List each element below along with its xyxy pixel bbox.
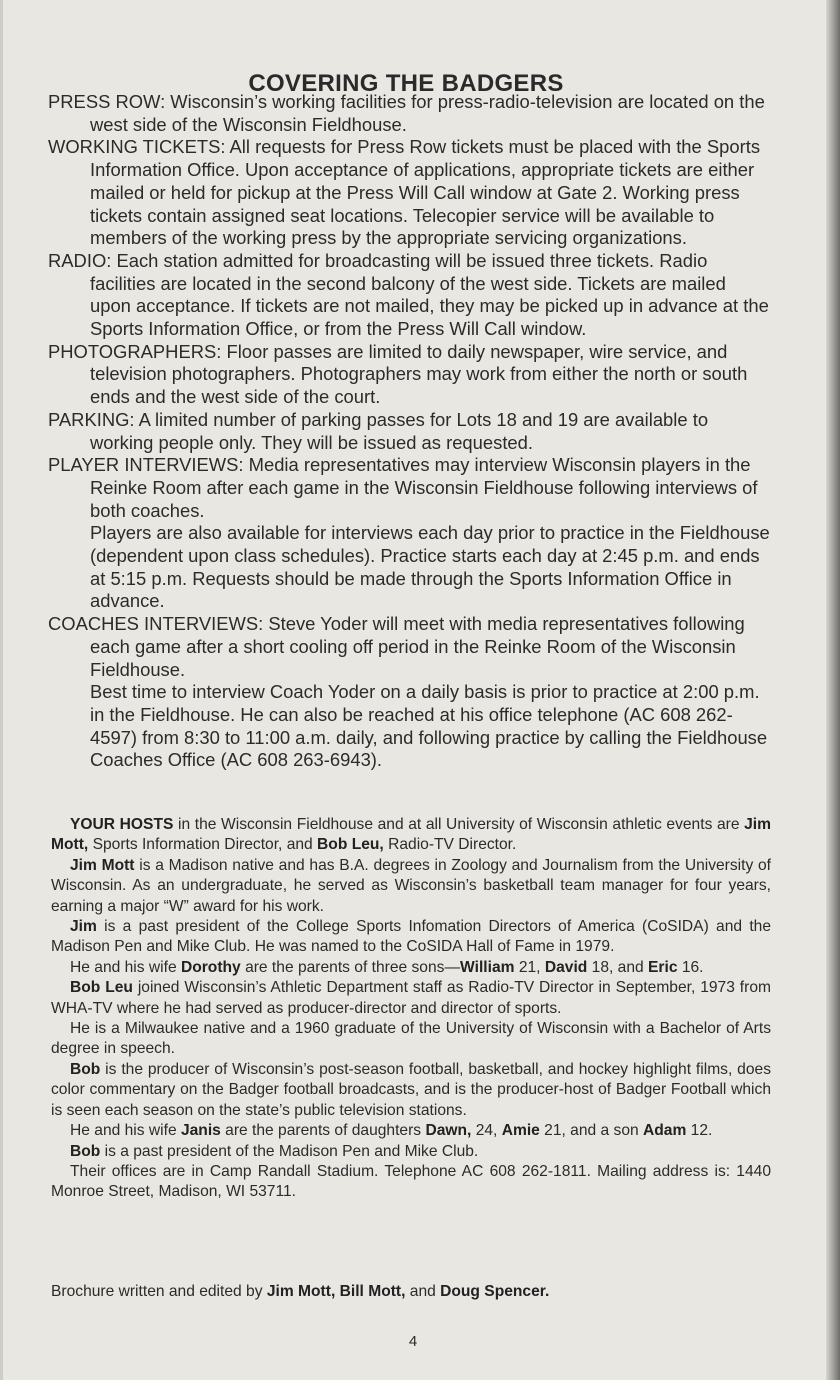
credits-and: and [405,1283,441,1300]
jim-mott-name: Jim Mott [70,856,135,874]
bob-name-2: Bob [70,1142,101,1160]
bob-leu-bio-text: joined Wisconsin’s Athletic Department staff as Radio-TV Director in September, 1973 from WHA-TV where he had served as producer-director and director of sports. [51,979,771,1017]
jim-family-text-2: are the parents of three sons— [240,958,461,976]
coaches-interviews-entry: COACHES INTERVIEWS: Steve Yoder will meet with media representatives following each game after a short cooling off period in the Reinke Room of the Wisconsin Fieldhouse. [48,613,745,680]
jim-cosida-paragraph [51,917,771,958]
bob-name: Bob [70,1060,101,1078]
jim-mott-bio-paragraph [51,856,771,917]
bob-family-text-2: are the parents of daughters [220,1122,426,1140]
bob-family-text-4: 21, and a son [539,1122,644,1140]
jim-mott-bio-text: is a Madison native and has B.A. degrees in Zoology and Journalism from the University of Wisconsin. As an undergraduate, he served as Wisconsin’s basketball team manager for four years, earning a major “W” award for his work. [51,856,771,915]
credits-names-2: Doug Spencer. [440,1283,550,1300]
host-name-jim-mott: Jim Mott, [51,816,771,854]
jim-family-text-3: 21, [514,958,545,976]
son-adam: Adam [643,1122,687,1140]
page-title: COVERING THE BADGERS [248,70,564,98]
credits-names-1: Jim Mott, Bill Mott, [266,1283,406,1300]
jim-family-paragraph [51,958,771,978]
player-interviews-entry: PLAYER INTERVIEWS: Media representatives may interview Wisconsin players in the Reinke Room after each game in the Wisconsin Fieldhouse following interviews of both coaches. [48,454,758,521]
jim-family-text-4: 18, and [587,958,649,976]
jim-family-text: He and his wife [70,958,181,976]
bob-producer-paragraph [51,1060,771,1121]
bob-education-paragraph: He is a Milwaukee native and a 1960 graduate of the University of Wisconsin with a Bachelor of Arts degree in speech. [51,1020,771,1058]
daughter-amie: Amie [501,1122,540,1140]
press-info-section [48,91,770,772]
bob-pen-mike-text: is a past president of the Madison Pen and Mike Club. [100,1142,479,1160]
photographers-entry: PHOTOGRAPHERS: Floor passes are limited to daily newspaper, wire service, and television photographers. Photographers may work from either the north or south ends and the west side of the court. [48,340,748,408]
hosts-heading: YOUR HOSTS [70,816,174,833]
son-eric: Eric [648,958,678,976]
host-name-bob-leu: Bob Leu, [317,836,384,854]
offices-contact-paragraph: Their offices are in Camp Randall Stadium. Telephone AC 608 262-1811. Mailing address is: 1440 Monroe Street, Madison, WI 53711. [51,1162,771,1201]
your-hosts-section [51,815,771,1203]
wife-janis: Janis [180,1122,221,1140]
brochure-credits [51,1282,771,1302]
parking-entry: PARKING: A limited number of parking passes for Lots 18 and 19 are available to working people only. They will be issued as requested. [48,408,709,453]
bob-leu-bio-paragraph [51,978,771,1019]
bob-family-paragraph [51,1121,771,1141]
bob-leu-name: Bob Leu [70,979,133,997]
working-tickets-entry: WORKING TICKETS: All requests for Press Row tickets must be placed with the Sports Information Office. Upon acceptance of applications, appropriate tickets are either mailed or held for pickup at the Press Will Call window at Gate 2. Working press tickets contain assigned seat locations. Telecopier service will be available to members of the working press by the appropriate servicing organizations. [48,136,761,249]
bob-family-text-5: 12. [686,1122,713,1140]
son-william: William [460,958,515,976]
daughter-dawn: Dawn, [425,1122,472,1140]
bob-family-text: He and his wife [70,1122,181,1140]
son-david: David [544,958,588,976]
hosts-intro-text-2: Sports Information Director, and [88,836,318,854]
wife-dorothy: Dorothy [180,958,241,976]
bob-pen-mike-paragraph [51,1142,771,1162]
coaches-interviews-continued: Best time to interview Coach Yoder on a daily basis is prior to practice at 2:00 p.m. in the Fieldhouse. He can also be reached at his office telephone (AC 608 262-4597) from 8:30 to 11:00 a.m. daily, and following practice by calling the Fieldhouse Coaches Office (AC 608 263-6943). [90,681,768,771]
credits-prefix: Brochure written and edited by [51,1283,267,1300]
press-row-entry: PRESS ROW: Wisconsin’s working facilities for press-radio-television are located on the west side of the Wisconsin Fieldhouse. [48,91,765,135]
player-interviews-continued: Players are also available for interviews each day prior to practice in the Fieldhouse (dependent upon class schedules). Practice starts each day at 2:45 p.m. and ends at 5:15 p.m. Requests should be made through the Sports Information Office in advance. [90,522,770,612]
radio-entry: RADIO: Each station admitted for broadcasting will be issued three tickets. Radio facilities are located in the second balcony of the west side. Tickets are mailed upon acceptance. If tickets are not mailed, they may be picked up in advance at the Sports Information Office, or from the Press Will Call window. [48,249,769,340]
jim-name: Jim [70,918,97,936]
bob-producer-text: is the producer of Wisconsin’s post-season football, basketball, and hockey highlight films, does color commentary on the Badger football broadcasts, and is the producer-host of Badger Football which is seen each season on the state’s public television stations. [51,1060,771,1119]
page-left-edge [0,0,3,1380]
hosts-intro-paragraph [51,815,771,856]
page-binding-edge [826,0,840,1380]
bob-family-text-3: 24, [471,1122,502,1140]
jim-family-text-5: 16. [677,958,704,976]
hosts-intro-text: in the Wisconsin Fieldhouse and at all University of Wisconsin athletic events are [173,816,745,833]
jim-cosida-text: is a past president of the College Sports Infomation Directors of America (CoSIDA) and the Madison Pen and Mike Club. He was named to the CoSIDA Hall of Fame in 1979. [51,918,771,956]
hosts-intro-text-3: Radio-TV Director. [383,836,517,854]
page-number: 4 [408,1333,418,1350]
